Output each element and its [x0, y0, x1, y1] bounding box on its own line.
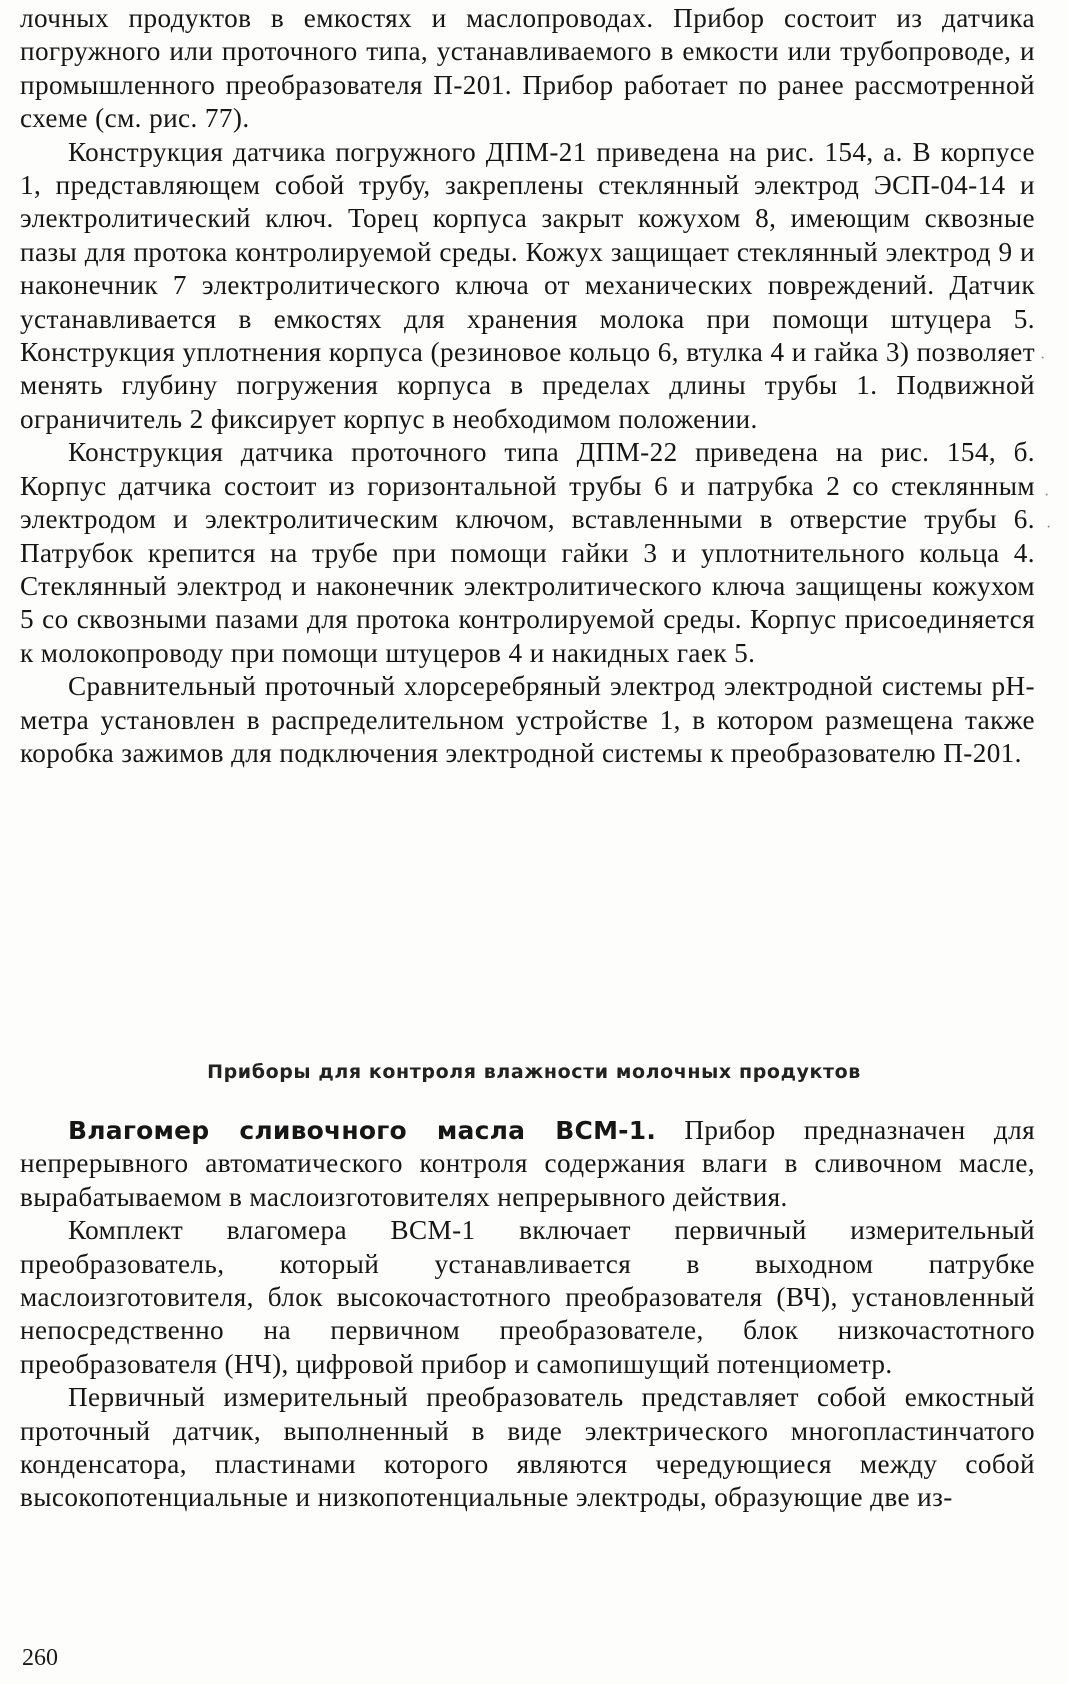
section-heading: Приборы для контроля влажности молочных продуктов	[207, 1061, 861, 1083]
paragraph-vsm1-kit: Комплект влагомера ВСМ-1 включает первичный измерительный преобразователь, который устанавливается в выходном патрубке маслоизготовителя, блок высокочастотного преобразователя (ВЧ), установленный непосредственно на первичном преобразователе, блок низкочастотного преобразователя (НЧ), цифровой прибор и самопишущий потенциометр.	[20, 1215, 1035, 1379]
top-text-block	[20, 2, 1035, 770]
page-number: 260	[22, 1645, 58, 1671]
margin-speck: ·	[1046, 519, 1052, 536]
section-lead-rest: Прибор предназначен для непрерывного автоматического контроля содержания влаги в сливочном масле, вырабатываемом в маслоизготовителях непрерывного действия.	[20, 1115, 1035, 1212]
margin-speck: ·	[1044, 487, 1050, 504]
paragraph-primary-transducer: Первичный измерительный преобразователь представляет собой емкостный проточный датчик, выполненный в виде электрического многопластинчатого конденсатора, пластинами которого являются чередующиеся между собой высокопотенциальные и низкопотенциальные электроды, образующие две из-	[20, 1382, 1035, 1513]
paragraph-dpm21: Конструкция датчика погружного ДПМ-21 приведена на рис. 154, а. В корпусе 1, представляющем собой трубу, закреплены стеклянный электрод ЭСП-04-14 и электролитический ключ. Торец корпуса закрыт кожухом 8, имеющим сквозные пазы для протока контролируемой среды. Кожух защищает стеклянный электрод 9 и наконечник 7 электролитического ключа от механических повреждений. Датчик устанавливается в емкостях для хранения молока при помощи штуцера 5. Конструкция уплотнения корпуса (резиновое кольцо 6, втулка 4 и гайка 3) позволяет менять глубину погружения корпуса в пределах длины трубы 1. Подвижной ограничитель 2 фиксирует корпус в необходимом положении.	[20, 136, 1035, 434]
section-lead: Влагомер сливочного масла ВСМ-1.	[68, 1116, 657, 1145]
paragraph-reference-electrode: Сравнительный проточный хлорсеребряный электрод электродной системы pH-метра установлен в распределительном устройстве 1, в котором размещена также коробка зажимов для подключения электродной системы к преобразователю П-201.	[20, 671, 1035, 768]
paragraph-dpm22: Конструкция датчика проточного типа ДПМ-22 приведена на рис. 154, б. Корпус датчика состоит из горизонтальной трубы 6 и патрубка 2 со стеклянным электродом и электролитическим ключом, вставленными в отверстие трубы 6. Патрубок крепится на трубе при помощи гайки 3 и уплотнительного кольца 4. Стеклянный электрод и наконечник электролитического ключа защищены кожухом 5 со сквозными пазами для протока контролируемой среды. Корпус присоединяется к молокопроводу при помощи штуцеров 4 и накидных гаек 5.	[20, 437, 1035, 668]
paragraph-vsm1-intro	[20, 1114, 1035, 1214]
paragraph-continuation: лочных продуктов в емкостях и маслопроводах. Прибор состоит из датчика погружного или проточного типа, устанавливаемого в емкости или трубопроводе, и промышленного преобразователя П-201. Прибор работает по ранее рассмотренной схеме (см. рис. 77).	[20, 3, 1035, 134]
margin-speck: ·	[1040, 350, 1046, 367]
bottom-text-block	[20, 1114, 1035, 1515]
